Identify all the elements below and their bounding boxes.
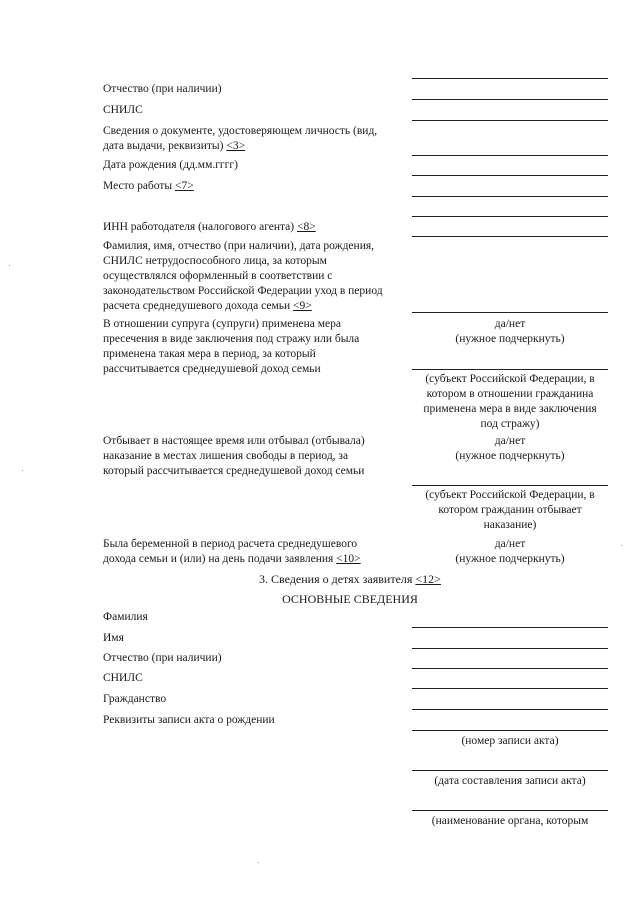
imprisonment-answer-hint: (нужное подчеркнуть) [455,450,565,462]
employer-inn-field[interactable] [412,236,608,237]
footnote-link-3[interactable]: <3> [226,140,246,152]
child-citizenship-label: Гражданство [103,693,167,705]
record-number-field[interactable] [412,730,608,731]
imprisonment-label: Отбывает в настоящее время или отбывал (отбывала) наказание в местах лишения свободы в период, за который рассчитывается среднедушевой доход семьи [103,435,365,477]
id-document-label: Сведения о документе, удостоверяющем личность (вид, дата выдачи, реквизиты) <3> [103,125,378,152]
spouse-detention-answer-hint: (нужное подчеркнуть) [455,333,565,345]
record-number-hint: (номер записи акта) [461,735,559,747]
child-name-field[interactable] [412,648,608,649]
child-birth-record-label: Реквизиты записи акта о рождении [103,714,275,726]
child-snils-label: СНИЛС [103,672,143,684]
birth-date-label: Дата рождения (дд.мм.гггг) [103,159,238,171]
imprisonment-region-field[interactable] [412,485,608,486]
id-document-field[interactable] [412,155,608,156]
child-surname-field[interactable] [412,627,608,628]
footnote-link-7[interactable]: <7> [175,180,194,192]
child-snils-field[interactable] [412,688,608,689]
footnote-link-12[interactable]: <12> [415,572,441,586]
pregnancy-answer[interactable]: да/нет [494,538,526,550]
footnote-link-9[interactable]: <9> [293,300,312,312]
disabled-care-label: Фамилия, имя, отчество (при наличии), дата рождения, СНИЛС нетрудоспособного лица, за которым осуществлялся оформленный в соответствии с законодательством Российской Федерации уход в период расчета среднедушевого дохода семьи <9> [103,240,383,312]
spouse-detention-region-hint: (субъект Российской Федерации, в котором в отношении гражданина применена мера в виде заключения под стражу) [423,373,597,430]
disabled-care-field[interactable] [412,312,608,313]
imprisonment-region-hint: (субъект Российской Федерации, в котором гражданин отбывает наказание) [425,489,595,531]
snils-field[interactable] [412,120,608,121]
record-date-field[interactable] [412,770,608,771]
record-authority-hint: (наименование органа, которым [431,815,589,827]
snils-label: СНИЛС [103,104,143,116]
workplace-label: Место работы <7> [103,180,194,192]
imprisonment-answer[interactable]: да/нет [494,435,526,447]
child-surname-label: Фамилия [103,611,148,623]
pregnancy-answer-hint: (нужное подчеркнуть) [455,553,565,565]
spouse-detention-answer[interactable]: да/нет [494,318,526,330]
footnote-link-8[interactable]: <8> [297,221,316,233]
record-date-hint: (дата составления записи акта) [434,775,586,787]
child-citizenship-field[interactable] [412,709,608,710]
child-name-label: Имя [103,632,124,644]
spouse-detention-label: В отношении супруга (супруги) применена мера пресечения в виде заключения под стражу или была применена такая мера в период, за который рассчитывается среднедушевой доход семьи [103,318,360,375]
scan-speck [621,545,622,546]
scan-speck [258,862,259,863]
scan-speck [9,265,10,266]
spouse-detention-region-field[interactable] [412,369,608,370]
workplace-field[interactable] [412,196,608,197]
scan-speck [22,470,23,471]
child-patronymic-label: Отчество (при наличии) [103,652,222,664]
birth-date-field[interactable] [412,175,608,176]
children-subtitle: ОСНОВНЫЕ СВЕДЕНИЯ [282,592,418,606]
top-line [412,78,608,79]
footnote-link-10[interactable]: <10> [336,553,361,565]
patronymic-label: Отчество (при наличии) [103,83,222,95]
workplace-field-2[interactable] [412,216,608,217]
children-section-title: 3. Сведения о детях заявителя <12> [259,572,441,586]
employer-inn-label: ИНН работодателя (налогового агента) <8> [103,221,316,233]
pregnancy-label: Была беременной в период расчета среднедушевого дохода семьи и (или) на день подачи заявления <10> [103,538,361,565]
record-authority-field[interactable] [412,810,608,811]
patronymic-field[interactable] [412,99,608,100]
child-patronymic-field[interactable] [412,668,608,669]
